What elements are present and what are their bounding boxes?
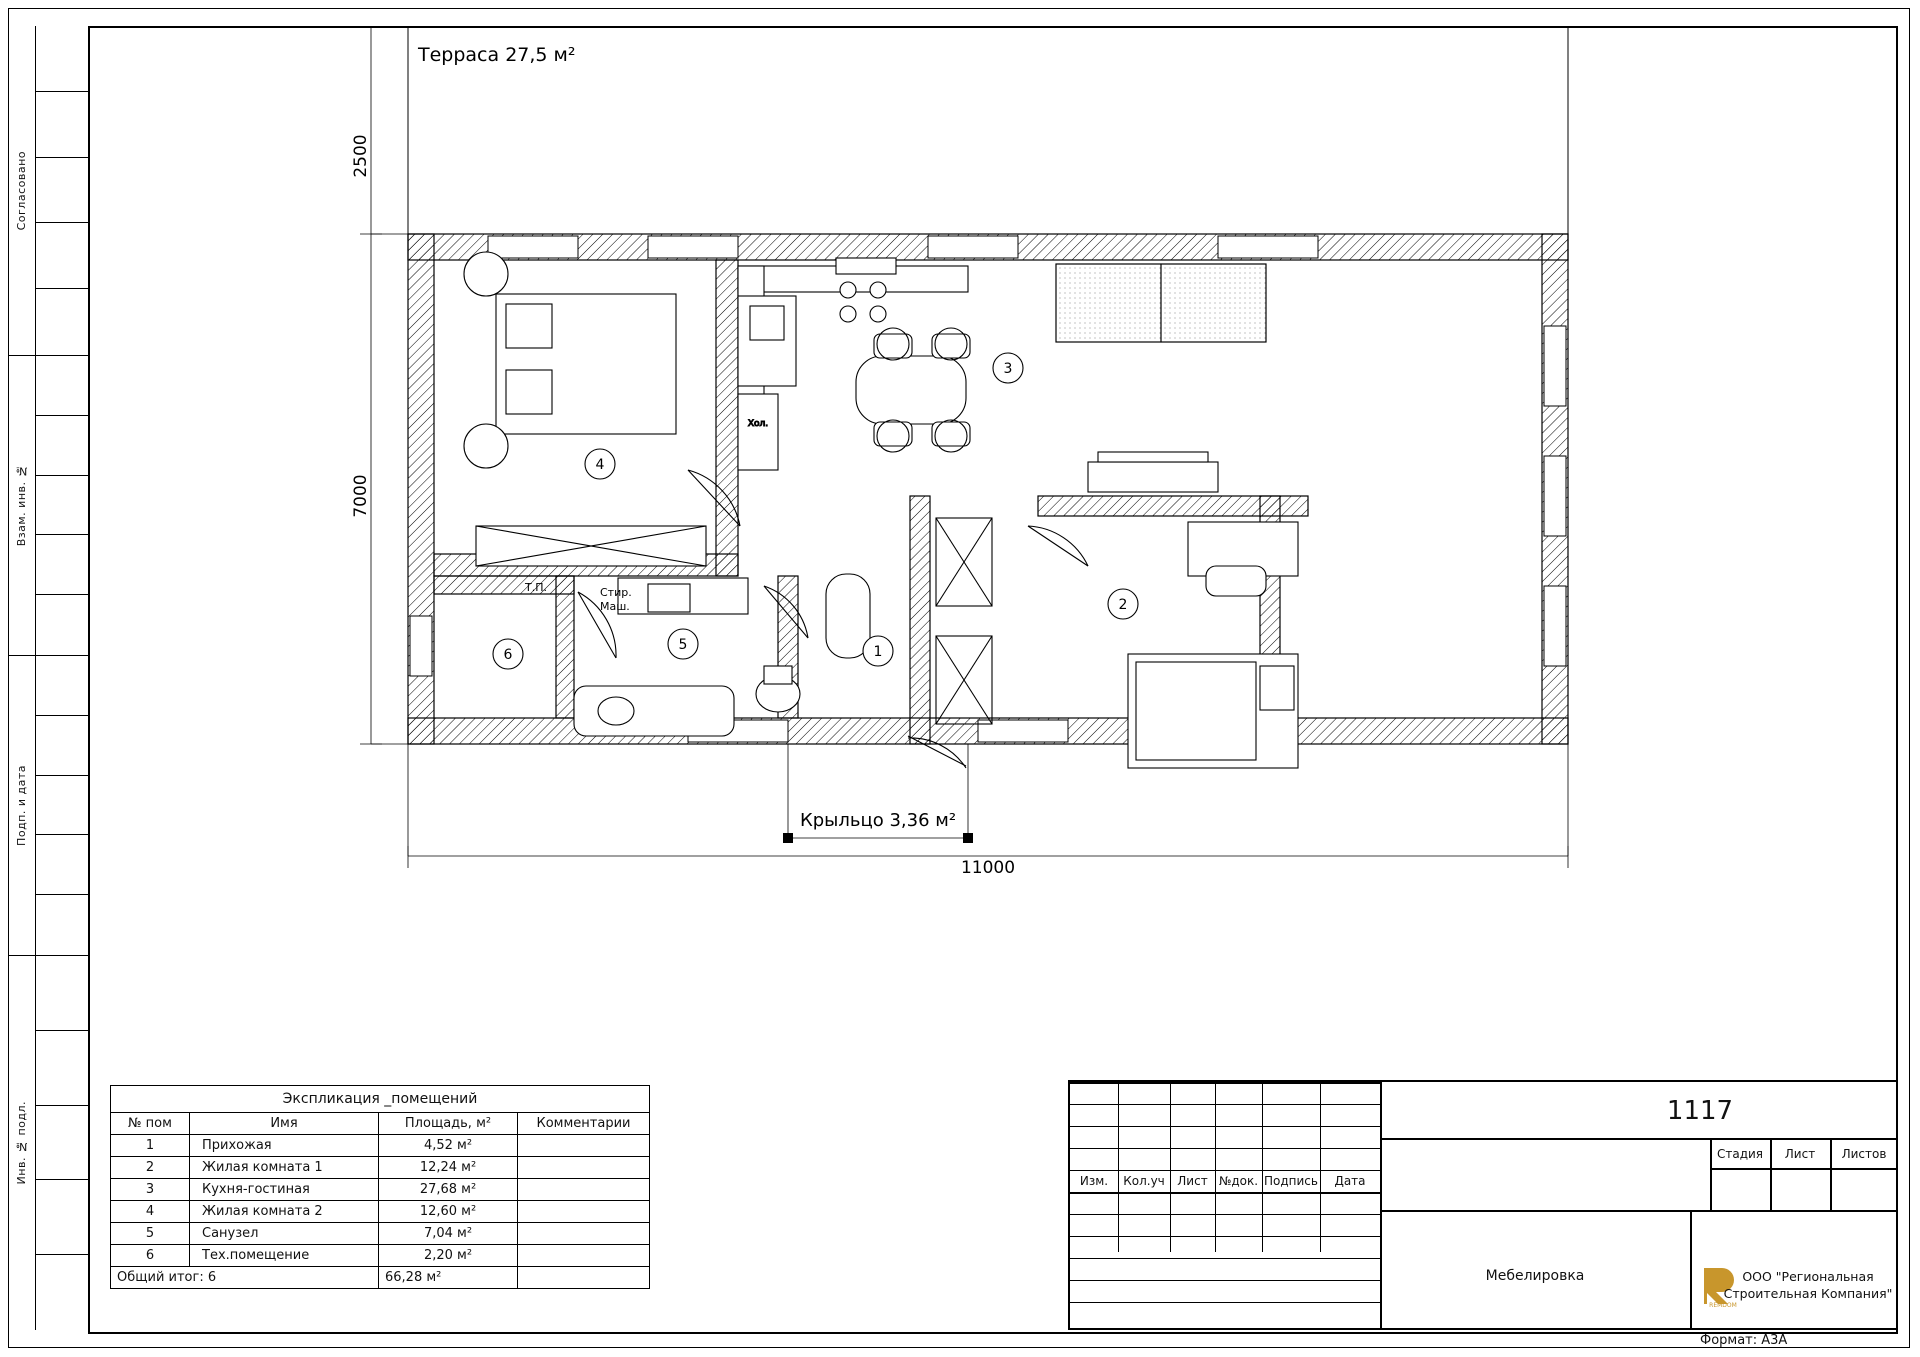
left-stamp-column xyxy=(8,26,90,1330)
terrace-outline xyxy=(408,26,1568,234)
washer-label-2: Маш. xyxy=(600,600,630,613)
row-name: Прихожая xyxy=(190,1135,379,1157)
sheet-number: 1117 xyxy=(1666,1096,1734,1126)
table-row xyxy=(111,1179,650,1201)
table-header-row xyxy=(111,1113,650,1135)
closets xyxy=(936,518,992,724)
room-marker-2: 2 xyxy=(1118,597,1128,613)
terrace-label: Терраса 27,5 м² xyxy=(418,44,576,66)
room-marker-1: 1 xyxy=(873,644,883,660)
row-num: 1 xyxy=(111,1135,190,1157)
stamp-cell-podp-data xyxy=(8,656,88,956)
table-row xyxy=(111,1223,650,1245)
stamp-label-inv: Инв. № подл. xyxy=(8,956,36,1330)
dimension-bottom: 11000 xyxy=(960,858,1016,878)
table-row xyxy=(111,1157,650,1179)
row-num: 3 xyxy=(111,1179,190,1201)
row-name: Кухня-гостиная xyxy=(190,1179,379,1201)
row-area: 4,52 м² xyxy=(379,1135,518,1157)
stamp-cell-inv xyxy=(8,956,88,1330)
stamp-rows xyxy=(36,26,88,355)
table-row xyxy=(111,1135,650,1157)
stamp-rows xyxy=(36,356,88,655)
drawing-name: Мебелировка xyxy=(1485,1268,1585,1284)
tb-col-podpis: Подпись xyxy=(1264,1174,1318,1188)
stamp-rows xyxy=(36,656,88,955)
row-area: 12,24 м² xyxy=(379,1157,518,1179)
stamp-label-podp-data: Подп. и дата xyxy=(8,656,36,955)
room-marker-3: 3 xyxy=(1003,361,1013,377)
row-comment xyxy=(518,1179,650,1201)
stamp-label-vzam: Взам. инв. № xyxy=(8,356,36,655)
row-name: Жилая комната 2 xyxy=(190,1201,379,1223)
washer-label-1: Стир. xyxy=(600,586,632,599)
tb-col-data: Дата xyxy=(1334,1174,1366,1188)
svg-text:REMDOM: REMDOM xyxy=(1709,1302,1737,1308)
stamp-rows xyxy=(36,956,88,1330)
stamp-label-soglasovano: Согласовано xyxy=(8,26,36,355)
row-name: Санузел xyxy=(190,1223,379,1245)
tb-list-header: Лист xyxy=(1784,1147,1816,1161)
dimension-top-left: 2500 xyxy=(351,134,371,178)
stamp-cell-vzam xyxy=(8,356,88,656)
row-area: 2,20 м² xyxy=(379,1245,518,1267)
tb-col-list: Лист xyxy=(1177,1174,1208,1188)
total-area: 66,28 м² xyxy=(379,1267,518,1289)
total-label: Общий итог: 6 xyxy=(111,1267,379,1289)
row-name: Тех.помещение xyxy=(190,1245,379,1267)
row-num: 2 xyxy=(111,1157,190,1179)
table-row xyxy=(111,1201,650,1223)
schedule-title: Экспликация _помещений xyxy=(111,1086,650,1113)
row-num: 6 xyxy=(111,1245,190,1267)
col-header-area: Площадь, м² xyxy=(379,1113,518,1135)
row-area: 7,04 м² xyxy=(379,1223,518,1245)
col-header-name: Имя xyxy=(190,1113,379,1135)
sheet-format-label: Формат: А3А xyxy=(1700,1333,1788,1348)
row-num: 4 xyxy=(111,1201,190,1223)
row-comment xyxy=(518,1245,650,1267)
porch-label: Крыльцо 3,36 м² xyxy=(799,810,957,831)
room-marker-5: 5 xyxy=(678,637,688,653)
company-name-line1: ООО "Региональная xyxy=(1742,1269,1874,1284)
table-total-row xyxy=(111,1267,650,1289)
room-marker-4: 4 xyxy=(595,457,605,473)
row-comment xyxy=(518,1135,650,1157)
row-comment xyxy=(518,1223,650,1245)
row-area: 27,68 м² xyxy=(379,1179,518,1201)
tb-sheets-header: Листов xyxy=(1841,1147,1887,1161)
furniture-bedroom2 xyxy=(464,252,706,566)
fridge-label: Хол. xyxy=(747,419,769,429)
table-row xyxy=(111,1245,650,1267)
company-name-line2: Строительная Компания" xyxy=(1723,1286,1893,1301)
row-name: Жилая комната 1 xyxy=(190,1157,379,1179)
tb-col-izm: Изм. xyxy=(1079,1174,1109,1188)
tb-col-ndoc: №док. xyxy=(1218,1174,1259,1188)
tb-stage-header: Стадия xyxy=(1716,1147,1764,1161)
col-header-comment: Комментарии xyxy=(518,1113,650,1135)
stamp-cell-soglasovano xyxy=(8,26,88,356)
row-num: 5 xyxy=(111,1223,190,1245)
row-area: 12,60 м² xyxy=(379,1201,518,1223)
col-header-num: № пом xyxy=(111,1113,190,1135)
tp-label: Т.П. xyxy=(525,581,547,594)
title-block xyxy=(1068,1080,1898,1330)
tb-col-kol: Кол.уч xyxy=(1123,1174,1165,1188)
row-comment xyxy=(518,1201,650,1223)
room-schedule-table xyxy=(110,1085,650,1289)
dimension-left: 7000 xyxy=(351,474,371,518)
row-comment xyxy=(518,1157,650,1179)
room-marker-6: 6 xyxy=(503,647,513,663)
